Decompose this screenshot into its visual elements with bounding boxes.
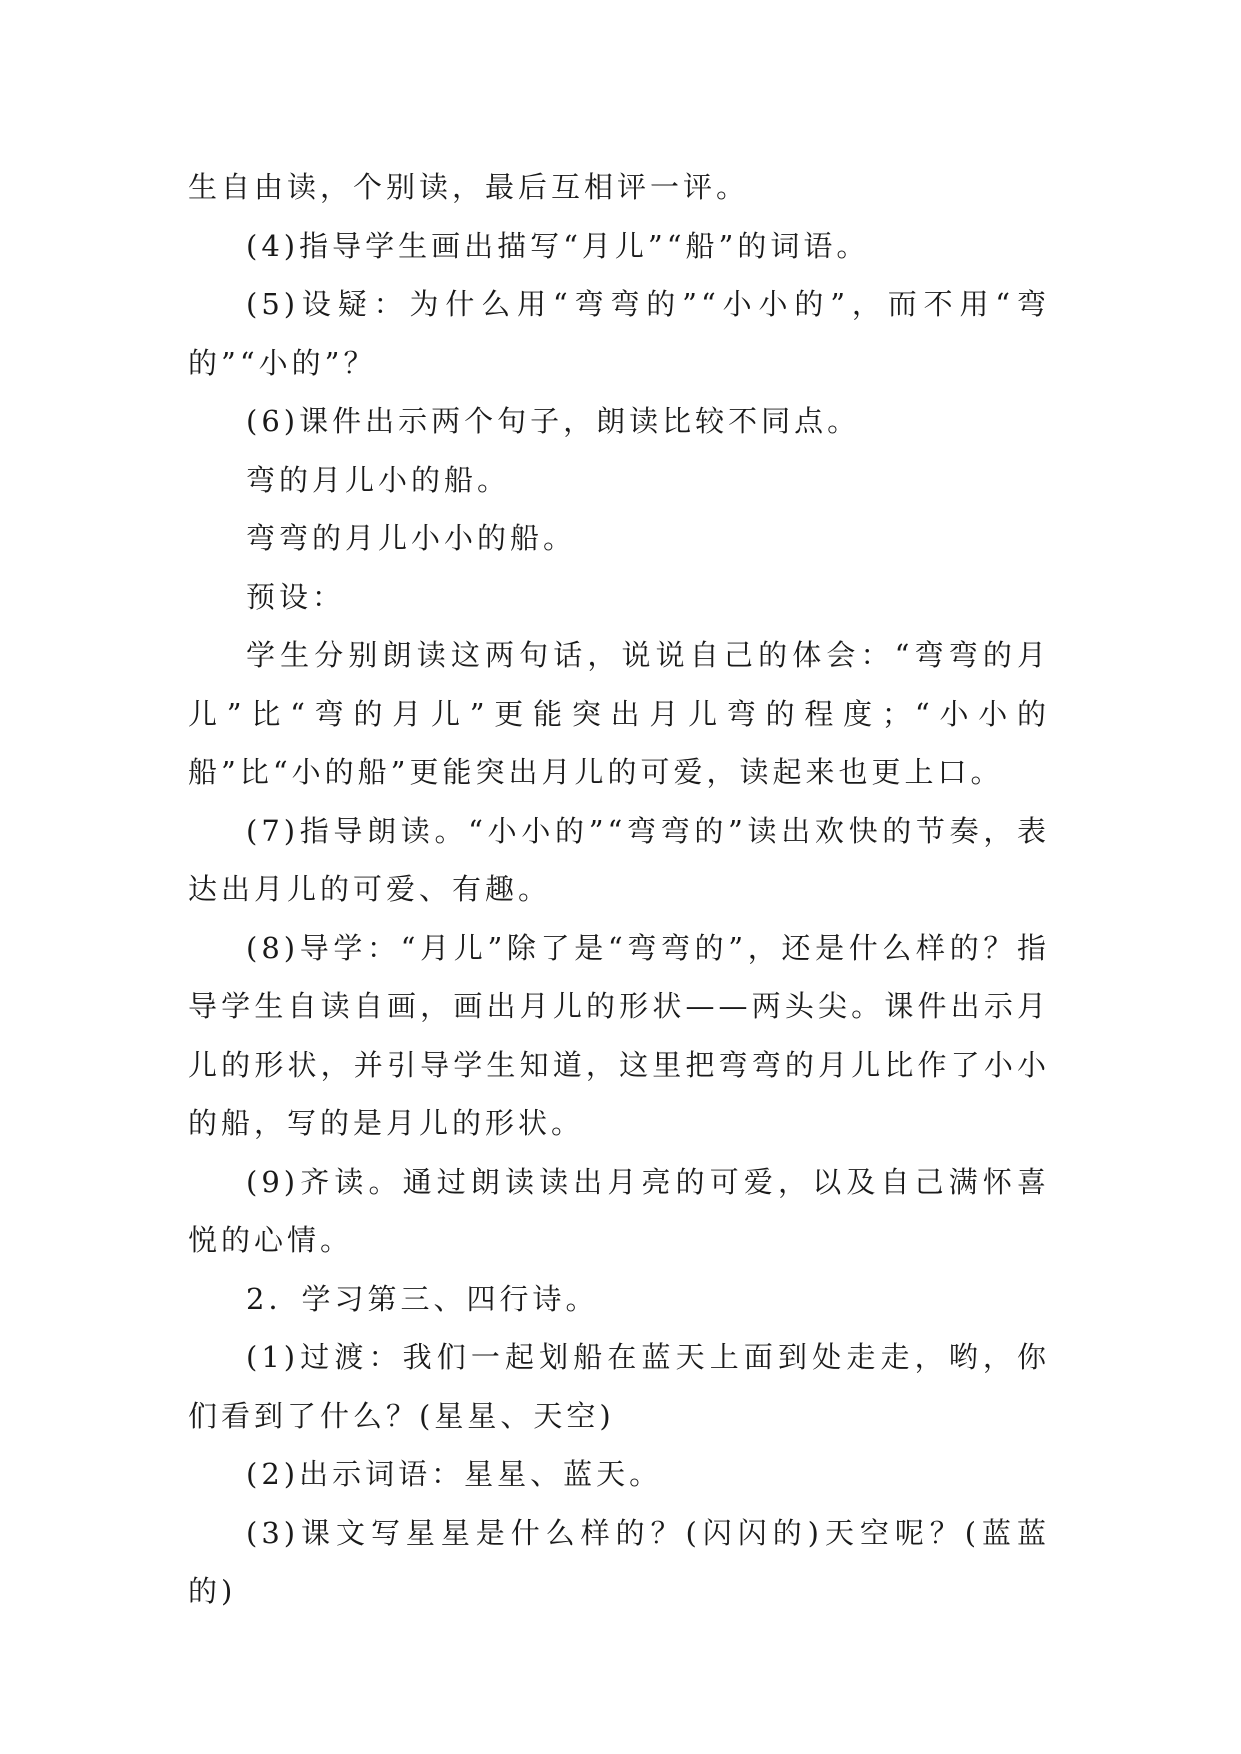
paragraph: (1)过渡：我们一起划船在蓝天上面到处走走，哟，你们看到了什么？(星星、天空): [188, 1340, 1050, 1433]
section-heading: 2．学习第三、四行诗。: [246, 1281, 599, 1316]
paragraph: (3)课文写星星是什么样的？(闪闪的)天空呢？(蓝蓝的): [188, 1515, 1050, 1608]
paragraph: (6)课件出示两个句子，朗读比较不同点。: [246, 404, 861, 438]
paragraph: (7)指导朗读。“小小的”“弯弯的”读出欢快的节奏，表达出月儿的可爱、有趣。: [188, 813, 1050, 906]
paragraph: (2)出示词语：星星、蓝天。: [246, 1457, 663, 1491]
paragraph: (9)齐读。通过朗读读出月亮的可爱，以及自己满怀喜悦的心情。: [188, 1164, 1050, 1257]
paragraph: (4)指导学生画出描写“月儿”“船”的词语。: [246, 228, 870, 263]
example-sentence: 弯的月儿小的船。: [246, 462, 511, 497]
paragraph: 预设：: [246, 579, 346, 614]
document-body: [188, 158, 1050, 1621]
paragraph: 生自由读，个别读，最后互相评一评。: [188, 170, 750, 204]
paragraph: 学生分别朗读这两句话，说说自己的体会：“弯弯的月儿”比“弯的月儿”更能突出月儿弯的程度；“小小的船”比“小的船”更能突出月儿的可爱，读起来也更上口。: [188, 638, 1050, 789]
example-sentence: 弯弯的月儿小小的船。: [246, 521, 577, 555]
paragraph: (5)设疑：为什么用“弯弯的”“小小的”，而不用“弯的”“小的”？: [188, 287, 1050, 380]
paragraph: (8)导学：“月儿”除了是“弯弯的”，还是什么样的？指导学生自读自画，画出月儿的形状——两头尖。课件出示月儿的形状，并引导学生知道，这里把弯弯的月儿比作了小小的船，写的是月儿的形状。: [188, 930, 1050, 1140]
